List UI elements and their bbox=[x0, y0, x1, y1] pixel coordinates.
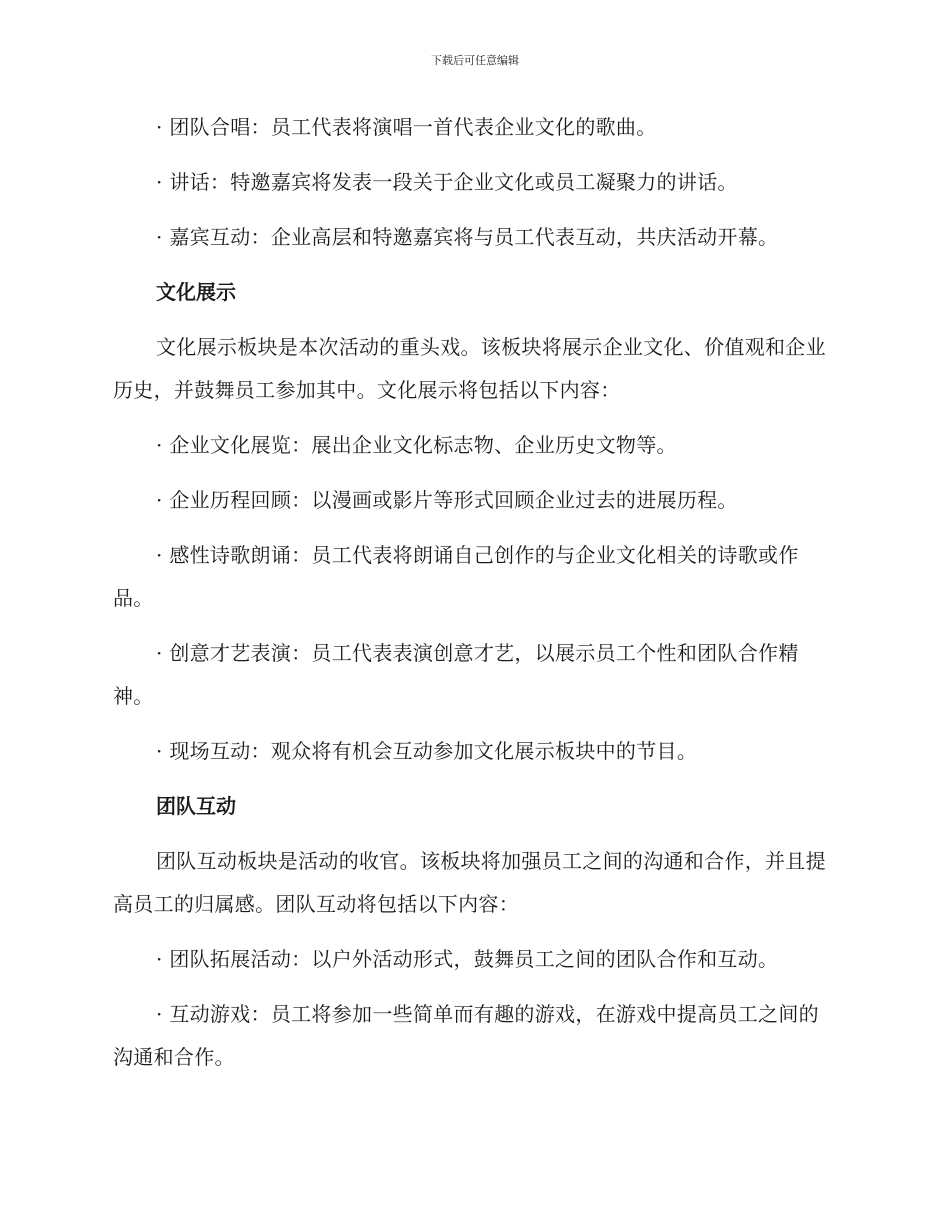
list-item-interactive-games: · 互动游戏：员工将参加一些简单而有趣的游戏，在游戏中提高员工之间的沟通和合作。 bbox=[113, 1002, 819, 1069]
list-item-talent-show: · 创意才艺表演：员工代表表演创意才艺，以展示员工个性和团队合作精神。 bbox=[113, 641, 799, 708]
list-item-guest-interaction: · 嘉宾互动：企业高层和特邀嘉宾将与员工代表互动，共庆活动开幕。 bbox=[156, 225, 779, 249]
list-item-poetry-recital: · 感性诗歌朗诵：员工代表将朗诵自己创作的与企业文化相关的诗歌或作品。 bbox=[113, 543, 799, 610]
list-item-speech: · 讲话：特邀嘉宾将发表一段关于企业文化或员工凝聚力的讲话。 bbox=[156, 170, 738, 194]
list-item-live-interaction: · 现场互动：观众将有机会互动参加文化展示板块中的节目。 bbox=[156, 739, 698, 763]
list-item-team-building: · 团队拓展活动：以户外活动形式，鼓舞员工之间的团队合作和互动。 bbox=[156, 947, 779, 971]
paragraph-culture-display-intro: 文化展示板块是本次活动的重头戏。该板块将展示企业文化、价值观和企业历史，并鼓舞员工参加其中。文化展示将包括以下内容： bbox=[113, 335, 826, 402]
section-heading-culture-display: 文化展示 bbox=[156, 280, 236, 304]
list-item-history-review: · 企业历程回顾：以漫画或影片等形式回顾企业过去的进展历程。 bbox=[156, 488, 738, 512]
page-header: 下载后可任意编辑 bbox=[431, 54, 519, 67]
section-heading-team-interaction: 团队互动 bbox=[156, 794, 236, 818]
list-item-culture-exhibition: · 企业文化展览：展出企业文化标志物、企业历史文物等。 bbox=[156, 433, 677, 457]
paragraph-team-interaction-intro: 团队互动板块是活动的收官。该板块将加强员工之间的沟通和合作，并且提高员工的归属感。团队互动将包括以下内容： bbox=[113, 849, 826, 916]
list-item-team-chorus: · 团队合唱：员工代表将演唱一首代表企业文化的歌曲。 bbox=[156, 115, 657, 139]
document-body bbox=[113, 106, 833, 1091]
